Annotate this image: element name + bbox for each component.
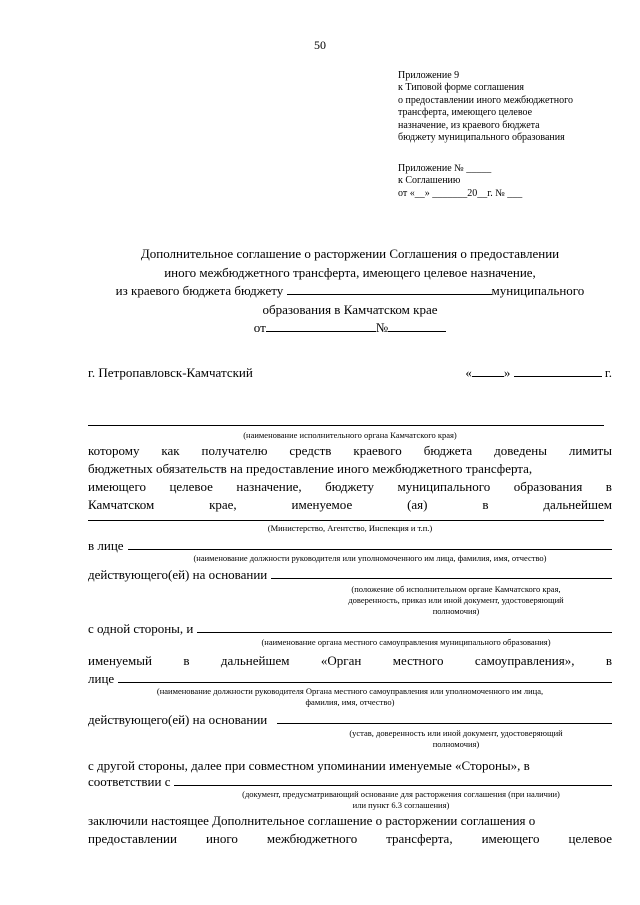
caption: (документ, предусматривающий основание для расторжения соглашения (при наличии) или пункт 6.3 соглашения) [242, 789, 560, 810]
appendix-line: Приложение № _____ [398, 163, 492, 174]
caption: (наименование должности руководителя Органа местного самоуправления или уполномоченного им лица, фамилия, имя, отчество) [156, 686, 544, 707]
appendix-line: о предоставлении иного межбюджетного [398, 94, 573, 106]
appendix-line: трансферта, имеющего целевое [398, 107, 533, 119]
paragraph-line: заключили настоящее Дополнительное соглашение о расторжении соглашения о [88, 813, 536, 828]
paragraph-line: с другой стороны, далее при совместном упоминании именуемые «Стороны», в [88, 758, 530, 773]
appendix-line: от «__» _______20__г. № ___ [398, 187, 523, 199]
representative-line: в лице [88, 537, 612, 554]
agreement-date-field[interactable] [266, 319, 376, 332]
municipal-representative-line: лице [88, 670, 612, 687]
municipal-basis-field[interactable] [277, 711, 612, 724]
basis-field[interactable] [271, 566, 612, 579]
agreement-number-field[interactable] [388, 319, 446, 332]
representative-field[interactable] [128, 537, 612, 550]
termination-grounds-field[interactable] [174, 773, 612, 786]
ministry-field-line [88, 508, 612, 521]
document-title [88, 245, 612, 338]
caption: (положение об исполнительном органе Камчатского края, доверенность, приказ или иной документ, удостоверяющий полномочия) [348, 584, 564, 616]
municipal-body-field[interactable] [197, 620, 612, 633]
appendix-n-block [398, 163, 628, 200]
executive-body-field[interactable] [88, 412, 604, 426]
title-line-4: образования в Камчатском крае [262, 301, 438, 317]
title-line-2: иного межбюджетного трансферта, имеющего целевое назначение, [164, 264, 536, 280]
title-line-3: из краевого бюджета бюджету муниципального [115, 283, 585, 298]
grounds-line: соответствии с [88, 773, 612, 790]
caption: (устав, доверенность или иной документ, удостоверяющий полномочия) [349, 728, 563, 749]
title-line-5: от № [88, 319, 612, 338]
appendix-line: к Соглашению [398, 175, 461, 187]
page-number: 50 [314, 38, 326, 52]
executive-body-field-line [88, 412, 612, 426]
appendix-line: к Типовой форме соглашения [398, 82, 524, 94]
first-party-line: с одной стороны, и [88, 620, 612, 637]
ministry-field[interactable] [88, 508, 604, 521]
caption: (наименование должности руководителя или уполномоченного им лица, фамилия, имя, отчество) [193, 553, 547, 563]
caption: (наименование органа местного самоуправления муниципального образования) [261, 637, 551, 647]
place-date-line [88, 364, 612, 381]
signing-date: « » г. [465, 365, 612, 380]
paragraph-line: предоставлении иного межбюджетного трансферта, имеющего целевое [88, 831, 612, 846]
appendix-line: назначение, из краевого бюджета [398, 119, 540, 131]
appendix-line: бюджету муниципального образования [398, 132, 565, 144]
title-line-1: Дополнительное соглашение о расторжении Соглашения о предоставлении [140, 246, 560, 261]
month-field[interactable] [514, 364, 602, 377]
appendix-line: Приложение 9 [398, 70, 460, 81]
budget-name-field[interactable] [287, 282, 492, 295]
basis-line: действующего(ей) на основании [88, 566, 612, 583]
paragraph-line: именуемый в дальнейшем «Орган местного самоуправления», в [88, 653, 612, 668]
appendix-9-block [398, 70, 628, 144]
day-field[interactable] [472, 364, 504, 377]
paragraph-line: Камчатском крае, именуемое (ая) в дальнейшем [88, 497, 612, 512]
paragraph-line: которому как получателю средств краевого бюджета доведены лимиты [88, 443, 612, 458]
caption: (Министерство, Агентство, Инспекция и т.п.) [267, 523, 433, 533]
caption: (наименование исполнительного органа Камчатского края) [243, 430, 457, 440]
municipal-basis-line: действующего(ей) на основании [88, 711, 612, 728]
paragraph-line: имеющего целевое назначение, бюджету муниципального образования в [88, 479, 612, 494]
municipal-representative-field[interactable] [118, 670, 612, 683]
paragraph-line: бюджетных обязательств на предоставление иного межбюджетного трансферта, [88, 461, 533, 476]
city-name: г. Петропавловск-Камчатский [88, 365, 253, 380]
